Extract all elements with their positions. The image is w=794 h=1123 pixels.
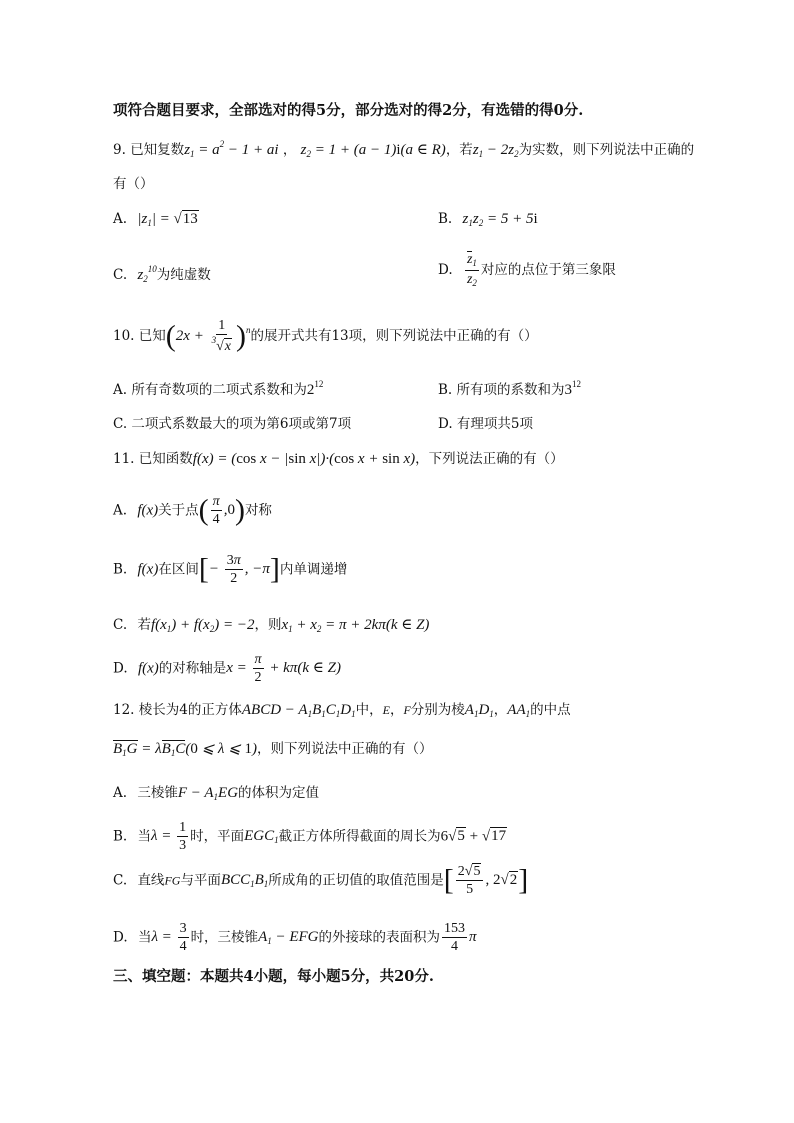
q12-vector-formula: $B_1G = \lambda B_1C(0$ ⩽ λ ⩽ 1) (113, 741, 257, 758)
q12-stem: 12. 棱长为4的正方体ABCD − $A_1B_1C_1D_1$中，E，F分别为棱$A_1D_1$，$AA_1$的中点 (113, 702, 571, 719)
q11-b-interval: [− $\frac{3\pi}{2}$ , −π] (198, 552, 280, 587)
q11-function-formula: f(x) = (cos x − |sin x|)·(cos x + sin x) (192, 451, 416, 467)
q11-option-c: C. 若$f(x_1) + f(x_2) = -2$，则$x_1 + x_2 = \pi + 2k\pi(k$ ∈ Z) (113, 617, 430, 634)
q11-a-point: ( $\frac{\pi}{4}$ ,0) (198, 493, 245, 528)
section-instruction: 项符合题目要求，全部选对的得5分，部分选对的得2分，有选错的得0分. (113, 102, 584, 119)
q9-option-c: C. $z_2^{10}$为纯虚数 (113, 264, 211, 284)
q9-stem-cont: 有（） (113, 176, 154, 192)
q9-stem: 9. 已知复数$z_1 = a^2 - 1$ + ai ， $z_2 = 1 + (a - 1)i(a$ ∈ R)，若$z_1 - 2z_2$为实数，则下列说法中正确的 (113, 139, 695, 159)
q11-option-a: A. f(x)关于点( $\frac{\pi}{4}$ ,0)对称 (113, 493, 272, 528)
q9-c-formula: $z_2^{10}$ (137, 264, 157, 284)
q12-cube-name: ABCD − $A_1B_1C_1D_1$ (241, 702, 356, 719)
q12-option-a: A. 三棱锥$F - A_1EG$的体积为定值 (113, 785, 320, 802)
section-3-title: 三、填空题：本题共4小题，每小题5分，共20分. (113, 968, 434, 985)
q9-condition-formula: $z_1 - 2z_2$ (472, 142, 519, 159)
q12-c-range: [ $\frac{2√5}{5}$ , 2√2] (443, 863, 529, 898)
q9-z1-formula: $z_1 = a^2 - 1$ + ai (184, 139, 279, 159)
q10-stem: 10. 已知(2x + $\frac{1}{^3√x}$ )$^n$的展开式共有13项，则下列说法中正确的有（） (113, 318, 538, 355)
q9-option-b: B. $z_1z_2 = 5 + 5i$ (438, 211, 538, 228)
q12-stem-cont: $B_1G = \lambda B_1C(0$ ⩽ λ ⩽ 1)，则下列说法中正确的有（） (113, 741, 433, 758)
q10-option-b: B. 所有项的系数和为$3^{12}$ (438, 379, 582, 398)
q12-option-d: D. 当λ = $\frac{3}{4}$ 时，三棱锥$A_1$ − EFG的外接球的表面积为 $\frac{153}{4}$ π (113, 921, 477, 955)
q11-option-b: B. f(x)在区间[− $\frac{3\pi}{2}$ , −π]内单调递增 (113, 552, 348, 587)
q9-stem-text: 已知复数 (130, 142, 185, 158)
q10-option-d: D. 有理项共5项 (438, 416, 534, 432)
q12-d-area: $\frac{153}{4}$ π (444, 921, 477, 955)
q9-option-d: D. $\frac{z_1}{z_2}$ 对应的点位于第三象限 (438, 252, 616, 288)
q9-option-a: A. $|z_1| = √13$ (113, 211, 198, 228)
q11-stem: 11. 已知函数f(x) = (cos x − |sin x|)·(cos x + sin x)，下列说法正确的有（） (113, 451, 564, 467)
q9-number: 9. (113, 142, 126, 158)
q12-option-c: C. 直线FG与平面$BCC_1B_1$所成角的正切值的取值范围是[ $\frac{2√5}{5}$ , 2√2] (113, 863, 529, 898)
q9-z2-formula: $z_2 = 1 + (a - 1)i(a$ ∈ R) (300, 142, 446, 159)
q11-c-result: $x_1 + x_2 = \pi + 2k\pi(k$ ∈ Z) (281, 617, 430, 634)
q10-binomial-formula: (2x + $\frac{1}{^3√x}$ )$^n$ (165, 318, 251, 355)
q11-d-axis: x = $\frac{\pi}{2}$ + kπ(k ∈ Z) (226, 652, 341, 686)
q10-option-c: C. 二项式系数最大的项为第6项或第7项 (113, 416, 352, 432)
q9-d-fraction: $\frac{z_1}{z_2}$ (466, 252, 477, 288)
q11-c-formula: $f(x_1) + f(x_2) = -2$ (150, 617, 255, 634)
q9-a-formula: $|z_1| = √13$ (137, 211, 198, 228)
q10-option-a: A. 所有奇数项的二项式系数和为$2^{12}$ (113, 379, 324, 398)
q12-option-b: B. 当λ = $\frac{1}{3}$ 时，平面$EGC_1$截正方体所得截面的周长为6√5 + √17 (113, 820, 507, 854)
q9-b-formula: $z_1z_2 = 5 + 5i$ (462, 211, 538, 228)
q11-option-d: D. f(x)的对称轴是x = $\frac{\pi}{2}$ + kπ(k ∈ Z) (113, 652, 341, 686)
q12-b-perimeter: 6√5 + √17 (440, 828, 507, 845)
